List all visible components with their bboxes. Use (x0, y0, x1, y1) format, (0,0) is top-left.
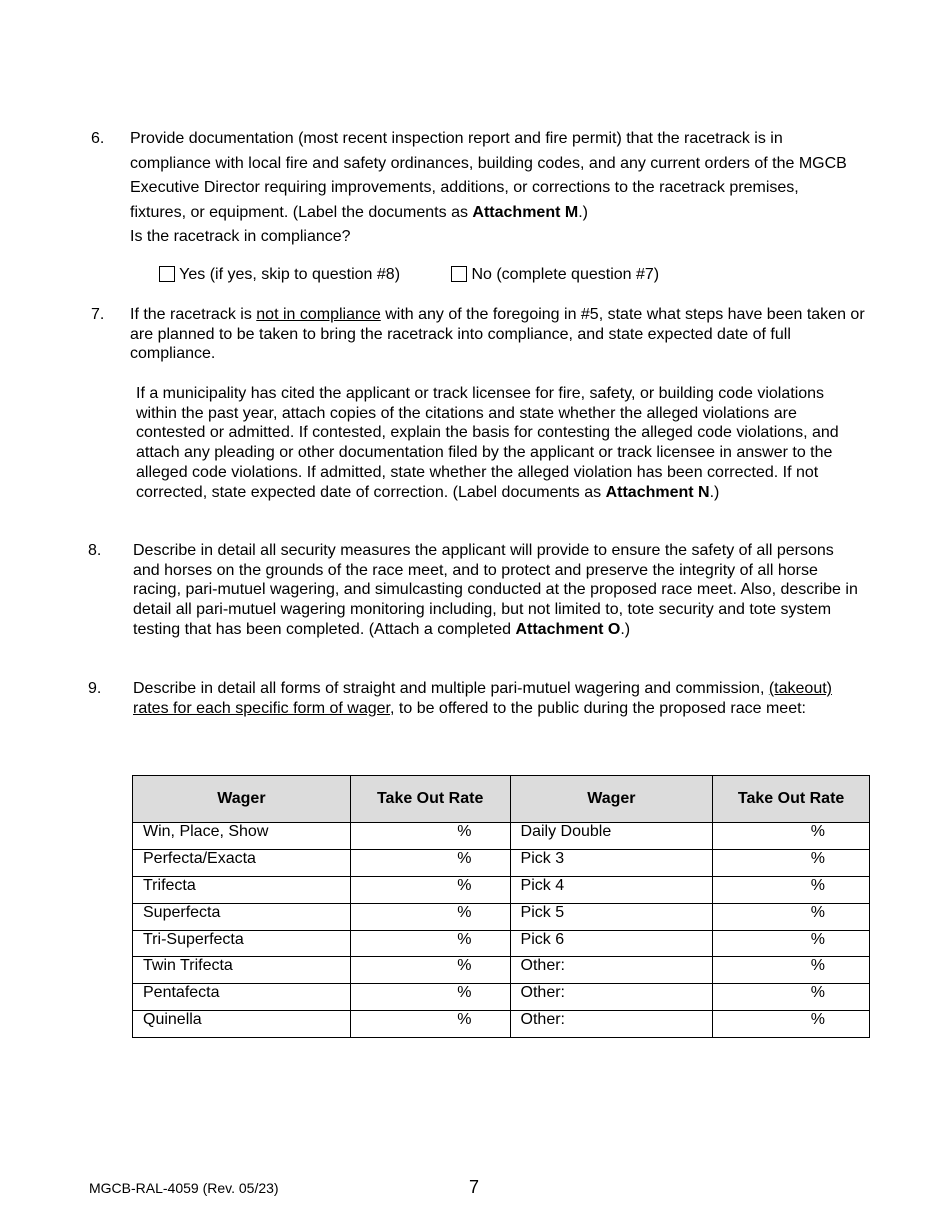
q6-no-option[interactable] (451, 266, 659, 284)
rate-cell[interactable]: % (713, 1011, 870, 1038)
table-row (133, 903, 870, 930)
wager-cell: Trifecta (133, 876, 351, 903)
wager-cell: Other: (510, 984, 713, 1011)
yes-label: Yes (if yes, skip to question #8) (179, 266, 401, 283)
rate-cell[interactable]: % (713, 957, 870, 984)
rate-cell[interactable]: % (350, 984, 510, 1011)
table-row (133, 957, 870, 984)
wager-cell: Quinella (133, 1011, 351, 1038)
wager-cell: Twin Trifecta (133, 957, 351, 984)
q7-after: with any of the foregoing in #5, state what steps have been taken or are planned to be taken to bring the racetrack into compliance, and state expected date of full compliance. (130, 306, 865, 363)
table-row (133, 930, 870, 957)
q9-underlined: (takeout) rates for each specific form of wager, (133, 680, 832, 717)
q6-text (130, 127, 850, 250)
q7-para2-text: If a municipality has cited the applicant or track licensee for fire, safety, or building code violations within the past year, attach copies of the citations and state whether the alleged violations are contested or admitted. If contested, explain the basis for contesting the alleged code violations, and attach any pleading or other documentation filed by the applicant or track licensee in answer to the alleged code violations. If admitted, state whether the alleged violation has been corrected. If not corrected, state expected date of correction. (Label documents as (136, 385, 839, 501)
wager-cell: Other: (510, 957, 713, 984)
wager-cell: Superfecta (133, 903, 351, 930)
rate-cell[interactable]: % (350, 903, 510, 930)
rate-cell[interactable]: % (713, 903, 870, 930)
no-checkbox[interactable] (451, 266, 467, 282)
q6-after: .) (578, 203, 588, 221)
table-row (133, 984, 870, 1011)
header-wager-1: Wager (133, 776, 351, 823)
rate-cell[interactable]: % (350, 930, 510, 957)
q9-before: Describe in detail all forms of straight and multiple pari-mutuel wagering and commission, (133, 680, 769, 697)
q9-text (133, 679, 863, 718)
rate-cell[interactable]: % (713, 930, 870, 957)
rate-cell[interactable]: % (350, 1011, 510, 1038)
table-header-row (133, 776, 870, 823)
rate-cell[interactable]: % (350, 823, 510, 850)
table-row (133, 849, 870, 876)
q9-after: to be offered to the public during the proposed race meet: (394, 699, 806, 717)
q6-number: 6. (91, 130, 105, 147)
wager-cell: Pick 4 (510, 876, 713, 903)
table-row (133, 876, 870, 903)
q8-after: .) (620, 620, 631, 638)
page-number: 7 (469, 1177, 480, 1197)
q7-number: 7. (91, 306, 105, 323)
wager-cell: Win, Place, Show (133, 823, 351, 850)
rate-cell[interactable]: % (713, 876, 870, 903)
wager-cell: Pick 5 (510, 903, 713, 930)
table-row (133, 823, 870, 850)
header-rate-2: Take Out Rate (713, 776, 870, 823)
q7-text (130, 305, 866, 364)
q6-body: Provide documentation (most recent inspection report and fire permit) that the racetrack is in compliance with local fire and safety ordinances, building codes, and any current orders of the MGCB Executive Director requiring improvements, additions, or corrections to the racetrack premises, fixtures, or equipment. (Label the documents as (130, 130, 847, 221)
q6-question: Is the racetrack in compliance? (130, 228, 351, 245)
q7-underlined: not in compliance (256, 306, 381, 323)
q7-before: If the racetrack is (130, 306, 257, 323)
wager-cell: Pick 6 (510, 930, 713, 957)
q8-number: 8. (88, 542, 102, 559)
rate-cell[interactable]: % (713, 849, 870, 876)
q8-body: Describe in detail all security measures the applicant will provide to ensure the safety of all persons and horses on the grounds of the race meet, and to protect and preserve the integrity of all horse racing, pari-mutuel wagering, and simulcasting conducted at the proposed race meet. Also, describe in detail all pari-mutuel wagering monitoring including, but not limited to, tote security and tote system testing that has been completed. (Attach a completed (133, 542, 858, 638)
q6-yes-option[interactable] (159, 266, 400, 284)
q7-attachment: Attachment N (605, 483, 710, 501)
form-id: MGCB-RAL-4059 (Rev. 05/23) (89, 1180, 279, 1196)
q8-text (133, 541, 863, 640)
wager-cell: Daily Double (510, 823, 713, 850)
rate-cell[interactable]: % (350, 876, 510, 903)
rate-cell[interactable]: % (350, 849, 510, 876)
no-label: No (complete question #7) (471, 266, 660, 283)
wager-cell: Pentafecta (133, 984, 351, 1011)
q7-para2 (136, 384, 866, 502)
yes-checkbox[interactable] (159, 266, 175, 282)
wager-cell: Perfecta/Exacta (133, 849, 351, 876)
q9-number: 9. (88, 680, 102, 697)
rate-cell[interactable]: % (350, 957, 510, 984)
rate-cell[interactable]: % (713, 823, 870, 850)
rate-cell[interactable]: % (713, 984, 870, 1011)
q7-para2-after: .) (709, 483, 720, 501)
wager-cell: Pick 3 (510, 849, 713, 876)
table-row (133, 1011, 870, 1038)
header-wager-2: Wager (510, 776, 713, 823)
header-rate-1: Take Out Rate (350, 776, 510, 823)
q6-attachment: Attachment M (472, 203, 579, 221)
wager-cell: Other: (510, 1011, 713, 1038)
wager-table (132, 775, 870, 1038)
q8-attachment: Attachment O (515, 620, 621, 638)
wager-cell: Tri-Superfecta (133, 930, 351, 957)
